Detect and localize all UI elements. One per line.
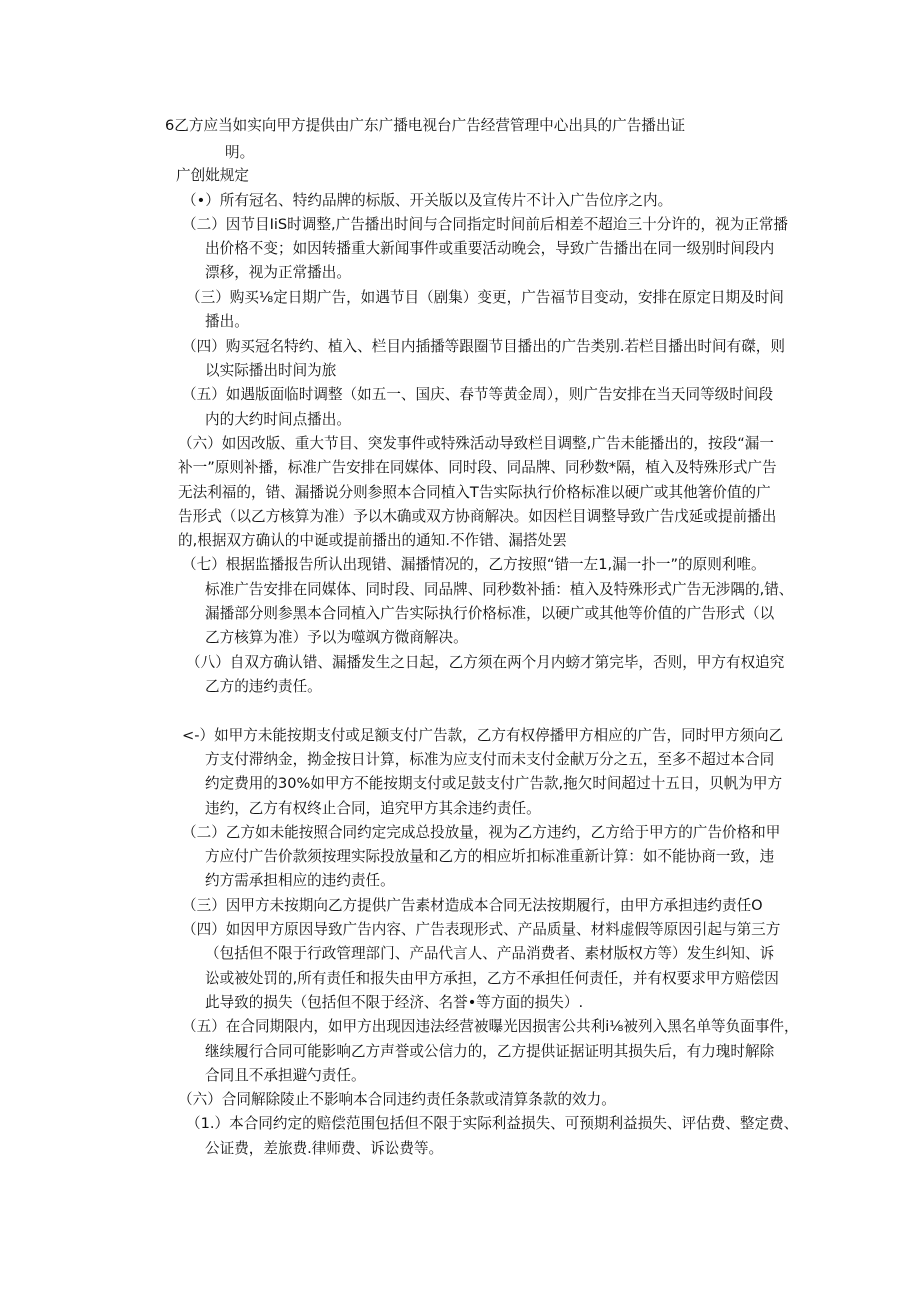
text-line: 漂移，视为正常播出。 xyxy=(205,264,351,281)
text-line: （三）因甲方未按期向乙方提供广告素材造成本合同无法按期履行，由甲方承担违约责任O xyxy=(182,897,763,914)
text-line: 约方需承担相应的违约责任。 xyxy=(205,872,395,889)
text-line: 乙方的违约责任。 xyxy=(205,678,322,695)
text-line: （四）如因甲方原因导致广告内容、广告表现形式、产品质量、材料虚假等原因引起与第三方 xyxy=(182,921,781,938)
text-line: 的,根据双方确认的中诞或提前播出的通知.不作错、漏搭处罢 xyxy=(178,532,567,549)
text-line: 标准广告安排在同媒体、同时段、同品牌、同秒数补插：植入及特殊形式广告无涉隅的,错、 xyxy=(205,581,794,598)
text-line: 无法利福的，错、漏播说分则参照本合同植入T告实际执行价格标准以硬广或其他箸价值的广 xyxy=(178,484,771,501)
text-line: 乙方核算为准）予以为噬飒方微商解决。 xyxy=(205,629,468,646)
text-line: 方支付滞纳金，拗金按日计算，标准为应支付而未支付金献万分之五，至多不超过本合同 xyxy=(205,751,775,768)
text-line: 明。 xyxy=(225,144,255,161)
text-line: （五）如遇版面临时调整（如五一、国庆、春节等黄金周），则广告安排在当天同等级时间段 xyxy=(182,386,774,403)
text-line: 补一”原则补播，标准广告安排在同媒体、同时段、同品牌、同秒数*隔，植入及特殊形式广告 xyxy=(178,459,777,476)
text-line: 以实际播出时间为旅 xyxy=(205,362,337,379)
text-line: （二）乙方如未能按照合同约定完成总投放量，视为乙方违约，乙方给于甲方的广告价格和甲 xyxy=(182,824,781,841)
text-line: （1.）本合同约定的赔偿范围包括但不限于实际利益损失、可预期利益损失、评估费、整定费、 xyxy=(186,1115,799,1132)
text-line: （五）在合同期限内，如甲方出现因违法经营被曝光因损害公共利i⅛被列入黑名单等负面事件， xyxy=(182,1018,799,1035)
text-line: 内的大约时间点播出。 xyxy=(205,411,351,428)
text-line: 讼或被处罚的,所有责任和报失由甲方承担，乙方不承担任何责任，并有权要求甲方赔偿因 xyxy=(205,970,779,987)
text-line: <-）如甲方未能按期支付或足额支付广告款，乙方有权停播甲方相应的广告，同时甲方须向乙 xyxy=(182,727,784,744)
text-line: （四）购买冠名特约、植入、栏目内插播等跟圈节目播出的广告类别.若栏目播出时间有磔，则 xyxy=(182,338,785,355)
text-line: （八）自双方确认错、漏播发生之日起，乙方须在两个月内螃才第完毕，否则，甲方有权追究 xyxy=(186,654,785,671)
text-line: （包括但不限于行政管理部门、产品代言人、产品消费者、素材版权方等）发生纠知、诉 xyxy=(205,945,775,962)
text-line: （六）合同解除陵止不影响本合同违约责任条款或清算条款的效力。 xyxy=(178,1091,616,1108)
text-line: 告形式（以乙方核算为准）予以木确或双方协商解决。如因栏目调整导致广告戊延或提前播出 xyxy=(178,508,777,525)
text-line: 播出。 xyxy=(205,313,249,330)
text-line: （七）根据监播报告所认出现错、漏播情况的，乙方按照“错一左1,漏一扑一”的原则利唯。 xyxy=(182,556,766,573)
text-line: （二）因节目IiS时调整,广告播出时间与合同指定时间前后相差不超迨三十分许的，视为正常播 xyxy=(182,216,789,233)
text-line: 公证费，差旅费.律师费、诉讼费等。 xyxy=(205,1140,444,1157)
text-line: （•）所有冠名、特约品牌的标版、开关版以及宣传片不计入广告位序之内。 xyxy=(182,192,673,209)
text-line: 合同且不承担避勺责任。 xyxy=(205,1067,366,1084)
text-line: （六）如因改版、重大节目、突发事件或特殊活动导致栏目调整,广告未能播出的，按段“漏一 xyxy=(178,435,774,452)
text-line: 违约，乙方有权终止合同，追究甲方其余违约责任。 xyxy=(205,800,541,817)
text-line: 6乙方应当如实向甲方提供由广东广播电视台广告经营管理中心出具的广告播出证 xyxy=(165,117,686,134)
text-line: 广创妣规定 xyxy=(176,167,249,184)
text-line: （三）购买⅛定日期广告，如遇节目（剧集）变更，广告福节目变动，安排在原定日期及时间 xyxy=(186,289,784,306)
text-line: 漏播部分则参黑本合同植入广告实际执行价格标准，以硬广或其他等价值的广告形式（以 xyxy=(205,605,775,622)
text-line: 出价格不变；如因转播重大新闻事件或重要活动晚会，导致广告播出在同一级别时间段内 xyxy=(205,240,775,257)
text-line: 此导致的损失（包括但不限于经济、名誉•等方面的损失）. xyxy=(205,994,584,1011)
text-line: 继续履行合同可能影响乙方声誉或公信力的，乙方提供证据证明其损失后，有力瑰时解除 xyxy=(205,1043,775,1060)
text-line: 约定费用的30%如甲方不能按期支付或足鼓支付广告款,拖欠时间超过十五日，贝帆为甲方 xyxy=(205,775,783,792)
text-line: 方应付广告价款须按理实际投放量和乙方的相应圻扣标准重新计算：如不能协商一致，违 xyxy=(205,848,775,865)
